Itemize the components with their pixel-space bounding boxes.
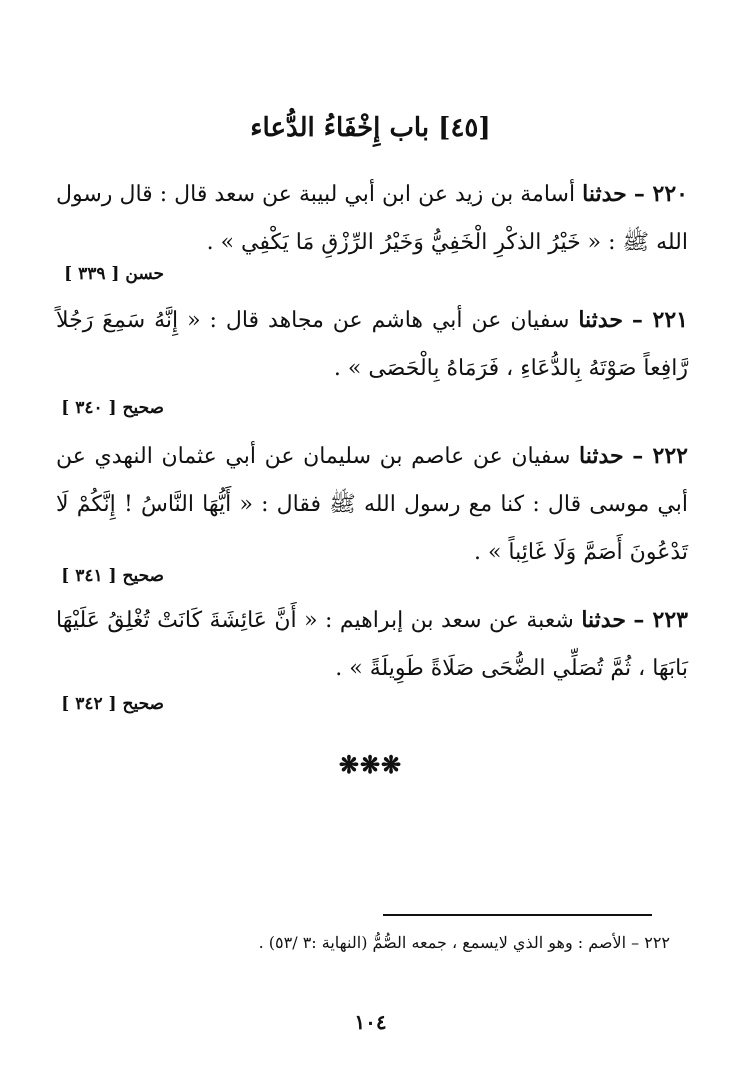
hadith-223 xyxy=(56,596,688,693)
hadith-221 xyxy=(56,296,688,393)
haddathana-word: حدثنا xyxy=(579,443,624,469)
footnote-rule xyxy=(383,914,652,916)
hadith-number: ٢٢٢ – xyxy=(632,443,688,469)
hadith-222 xyxy=(56,432,688,577)
page-number: ١٠٤ xyxy=(354,1010,387,1034)
hadith-number: ٢٢٠ – xyxy=(633,181,688,207)
hadith-number: ٢٢١ – xyxy=(631,307,688,333)
hadith-grade: حسن [ ٣٣٩ ] xyxy=(64,264,164,284)
hadith-number: ٢٢٣ – xyxy=(633,607,688,633)
hadith-grade: صحيح [ ٣٤١ ] xyxy=(61,566,164,586)
haddathana-word: حدثنا xyxy=(578,307,623,333)
section-separator: ❋❋❋ xyxy=(338,750,403,779)
hadith-grade: صحيح [ ٣٤٠ ] xyxy=(61,398,164,418)
haddathana-word: حدثنا xyxy=(582,181,627,207)
haddathana-word: حدثنا xyxy=(581,607,626,633)
hadith-grade: صحيح [ ٣٤٢ ] xyxy=(61,694,164,714)
hadith-220 xyxy=(56,170,688,267)
hadith-text: سفيان عن أبي هاشم عن مجاهد قال : « إِنَّهُ سَمِعَ رَجُلاً رَّافِعاً صَوْتَهُ بِالدُّعَاءِ ، فَرَمَاهُ بِالْحَصَى » . xyxy=(56,308,688,381)
footnote: ٢٢٢ – الأصم : وهو الذي لايسمع ، جمعه الصُّمُّ (النهاية :٣ /٥٣) . xyxy=(258,933,670,952)
hadith-text: سفيان عن عاصم بن سليمان عن أبي عثمان النهدي عن أبي موسى قال : كنا مع رسول الله ﷺ فقال : « أَيُّهَا النَّاسُ ! إِنَّكُمْ لَا تَدْعُونَ أَصَمَّ وَلَا غَائِباً » . xyxy=(56,444,688,565)
chapter-heading: [٤٥] باب إِخْفَاءُ الدُّعاء xyxy=(250,113,491,143)
hadith-text: شعبة عن سعد بن إبراهيم : « أَنَّ عَائِشَةَ كَانَتْ تُغْلِقُ عَلَيْهَا بَابَهَا ، ثُمَّ تُصَلِّي الضُّحَى صَلَاةً طَوِيلَةً » . xyxy=(56,608,688,681)
hadith-text: أسامة بن زيد عن ابن أبي لبيبة عن سعد قال : قال رسول الله ﷺ : « خَيْرُ الذكْرِ الْخَفِيُّ وَخَيْرُ الرِّزْقِ مَا يَكْفِي » . xyxy=(56,182,688,255)
